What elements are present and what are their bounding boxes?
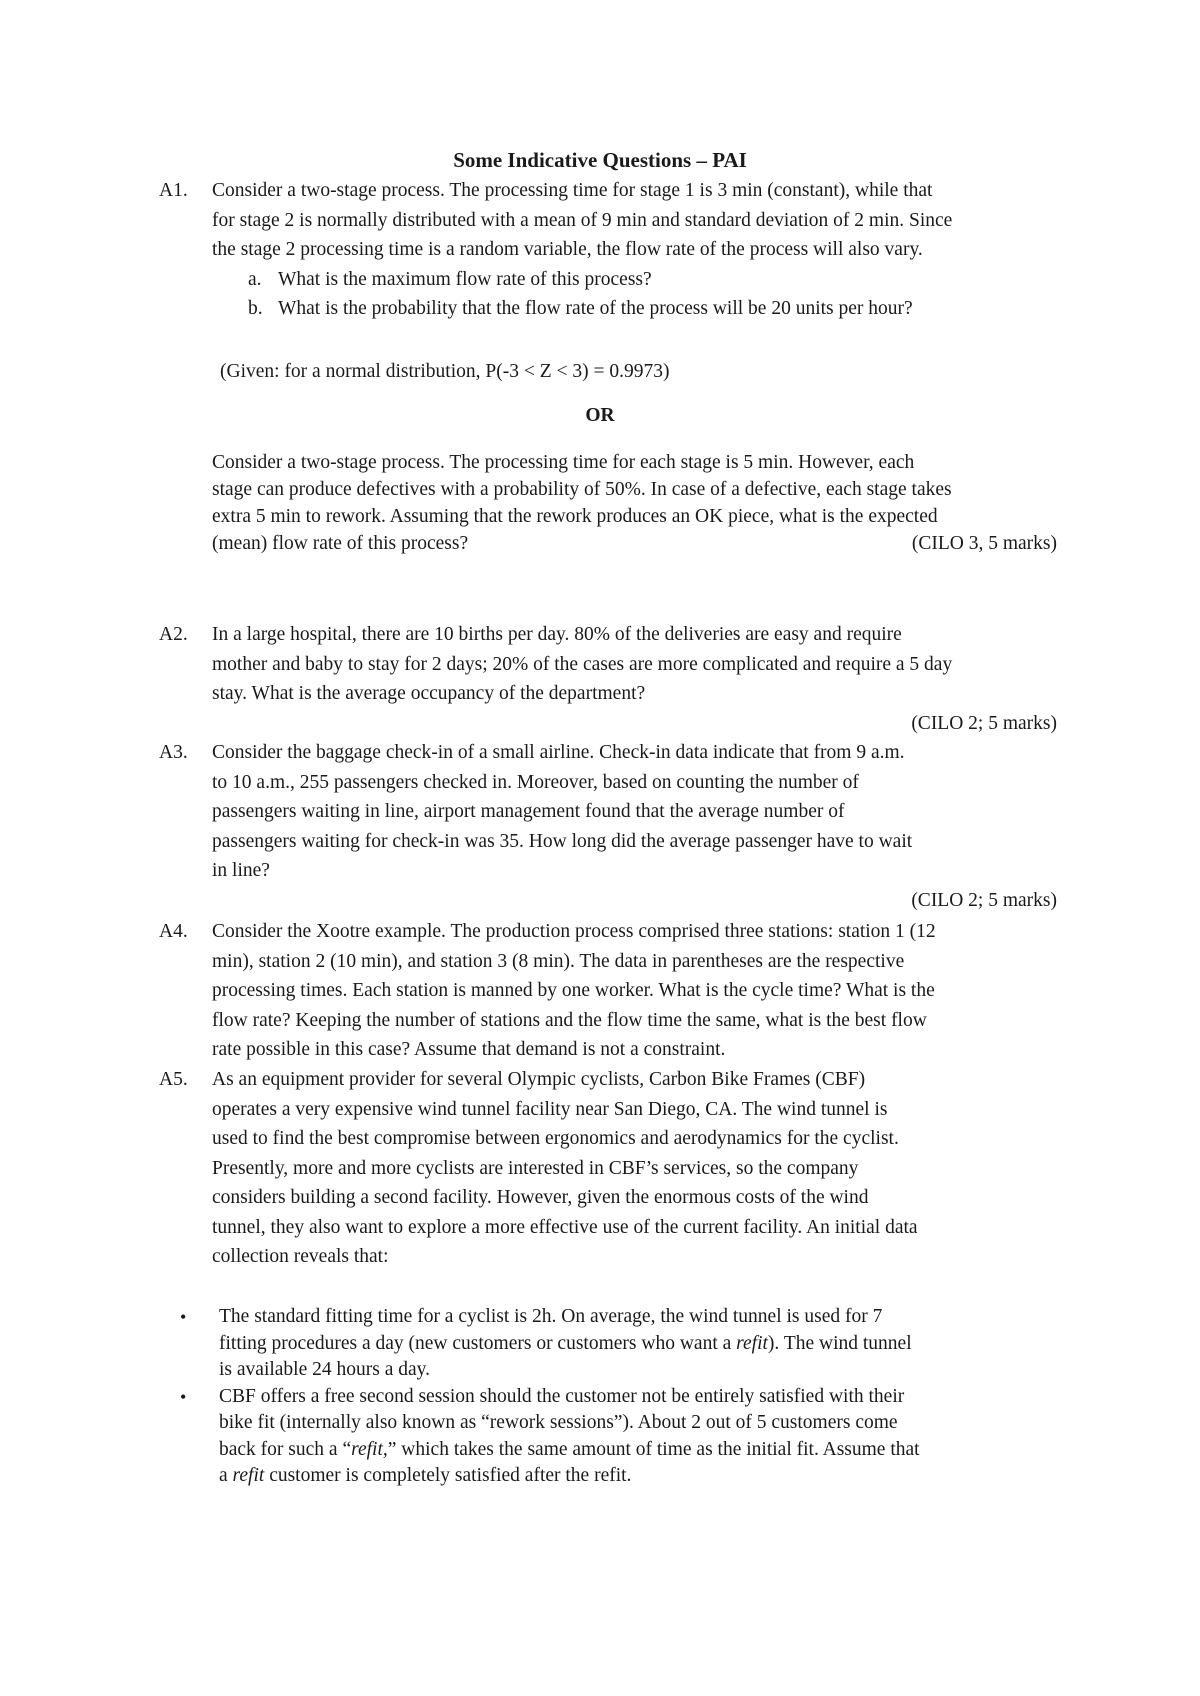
question-a2 (159, 620, 1059, 738)
text-line: Consider the baggage check-in of a small airline. Check-in data indicate that from 9 a.m. (212, 742, 905, 763)
bullet-icon: • (180, 1307, 187, 1327)
sub-letter: b. (248, 298, 263, 319)
question-a1 (159, 176, 1059, 324)
text-line: collection reveals that: (212, 1246, 389, 1267)
italic-term: refit (232, 1465, 265, 1486)
text-line: mother and baby to stay for 2 days; 20% of the cases are more complicated and require a 5 day (212, 653, 953, 675)
text-line: tunnel, they also want to explore a more effective use of the current facility. An initial data (212, 1216, 918, 1238)
text-line: min), station 2 (10 min), and station 3 (8 min). The data in parentheses are the respective (212, 950, 905, 972)
text-segment: fitting procedures a day (new customers or customers who want a (219, 1332, 737, 1354)
text-line: bike fit (internally also known as “rework sessions”). About 2 out of 5 customers come (219, 1412, 898, 1433)
question-a5 (159, 1065, 1059, 1272)
text-segment: ” which takes the same amount of time as the initial fit. Assume that (387, 1438, 920, 1460)
question-text (212, 738, 1057, 915)
text-segment: customer is completely satisfied after the refit. (264, 1465, 632, 1486)
list-item (175, 1304, 1065, 1384)
text-line: Consider a two-stage process. The processing time for each stage is 5 min. However, each (212, 452, 915, 473)
text-segment: a (219, 1465, 233, 1486)
sub-letter: a. (248, 268, 262, 290)
text-line: used to find the best compromise between ergonomics and aerodynamics for the cyclist. (212, 1128, 899, 1149)
text-line: operates a very expensive wind tunnel facility near San Diego, CA. The wind tunnel is (212, 1098, 888, 1120)
question-number: A2. (159, 624, 188, 645)
text-line: in line? (212, 860, 270, 881)
marks-label: (CILO 3, 5 marks) (911, 533, 1057, 554)
sub-question-a (202, 265, 1057, 295)
italic-term: refit, (351, 1438, 388, 1460)
given-note: (Given: for a normal distribution, P(-3 < Z < 3) = 0.9973) (220, 361, 670, 382)
text-line: stay. What is the average occupancy of the department? (212, 683, 646, 704)
text-line: is available 24 hours a day. (219, 1359, 431, 1380)
text-line: the stage 2 processing time is a random variable, the flow rate of the process will also vary. (212, 239, 923, 260)
text-line: The standard fitting time for a cyclist is 2h. On average, the wind tunnel is used for 7 (219, 1306, 883, 1327)
text-line: rate possible in this case? Assume that demand is not a constraint. (212, 1039, 726, 1060)
text-line: passengers waiting for check-in was 35. How long did the average passenger have to wait (212, 830, 913, 852)
text-line (219, 1331, 1065, 1358)
question-a3 (159, 738, 1059, 915)
text-line: stage can produce defectives with a probability of 50%. In case of a defective, each stage takes (212, 479, 952, 500)
sub-text: What is the probability that the flow rate of the process will be 20 units per hour? (278, 298, 913, 319)
text-line: considers building a second facility. However, given the enormous costs of the wind (212, 1187, 869, 1208)
italic-term: refit (736, 1332, 768, 1354)
question-a1-alternative (212, 449, 1057, 557)
text-line: to 10 a.m., 255 passengers checked in. Moreover, based on counting the number of (212, 771, 859, 793)
text-line: As an equipment provider for several Olympic cyclists, Carbon Bike Frames (CBF) (212, 1069, 866, 1090)
text-line: for stage 2 is normally distributed with a mean of 9 min and standard deviation of 2 min. Since (212, 209, 953, 231)
text-segment: (mean) flow rate of this process? (212, 533, 469, 554)
text-line: CBF offers a free second session should the customer not be entirely satisfied with their (219, 1385, 905, 1407)
question-a4 (159, 917, 1059, 1065)
text-line: processing times. Each station is manned by one worker. What is the cycle time? What is the (212, 980, 935, 1001)
list-item (175, 1384, 1065, 1490)
bullet-list (175, 1304, 1065, 1490)
question-text (212, 1065, 1057, 1272)
question-number: A4. (159, 921, 188, 942)
text-line: Presently, more and more cyclists are interested in CBF’s services, so the company (212, 1157, 859, 1179)
text-segment: ). The wind tunnel (767, 1332, 912, 1354)
marks-label: (CILO 2; 5 marks) (911, 889, 1057, 911)
question-text (212, 176, 1057, 324)
text-line: extra 5 min to rework. Assuming that the rework produces an OK piece, what is the expected (212, 506, 938, 527)
question-text (212, 917, 1057, 1065)
question-number: A5. (159, 1069, 188, 1090)
text-line: In a large hospital, there are 10 births per day. 80% of the deliveries are easy and require (212, 624, 902, 645)
text-line: flow rate? Keeping the number of stations and the flow time the same, what is the best flow (212, 1009, 927, 1031)
sub-text: What is the maximum flow rate of this process? (278, 268, 652, 290)
text-segment: back for such a “ (219, 1438, 352, 1460)
text-line (219, 1463, 1065, 1490)
marks-label: (CILO 2; 5 marks) (911, 712, 1057, 734)
question-number: A3. (159, 742, 188, 763)
page-title: Some Indicative Questions – PAI (453, 148, 747, 172)
text-line (219, 1437, 1065, 1464)
text-line: Consider the Xootre example. The production process comprised three stations: station 1 (12 (212, 921, 936, 942)
text-line: passengers waiting in line, airport management found that the average number of (212, 801, 845, 822)
or-divider: OR (585, 405, 615, 426)
text-line: Consider a two-stage process. The processing time for stage 1 is 3 min (constant), while that (212, 180, 933, 201)
text-line (212, 530, 1057, 557)
sub-question-b (202, 294, 1057, 324)
bullet-icon: • (180, 1386, 187, 1407)
question-text (212, 620, 1057, 738)
question-number: A1. (159, 180, 188, 201)
